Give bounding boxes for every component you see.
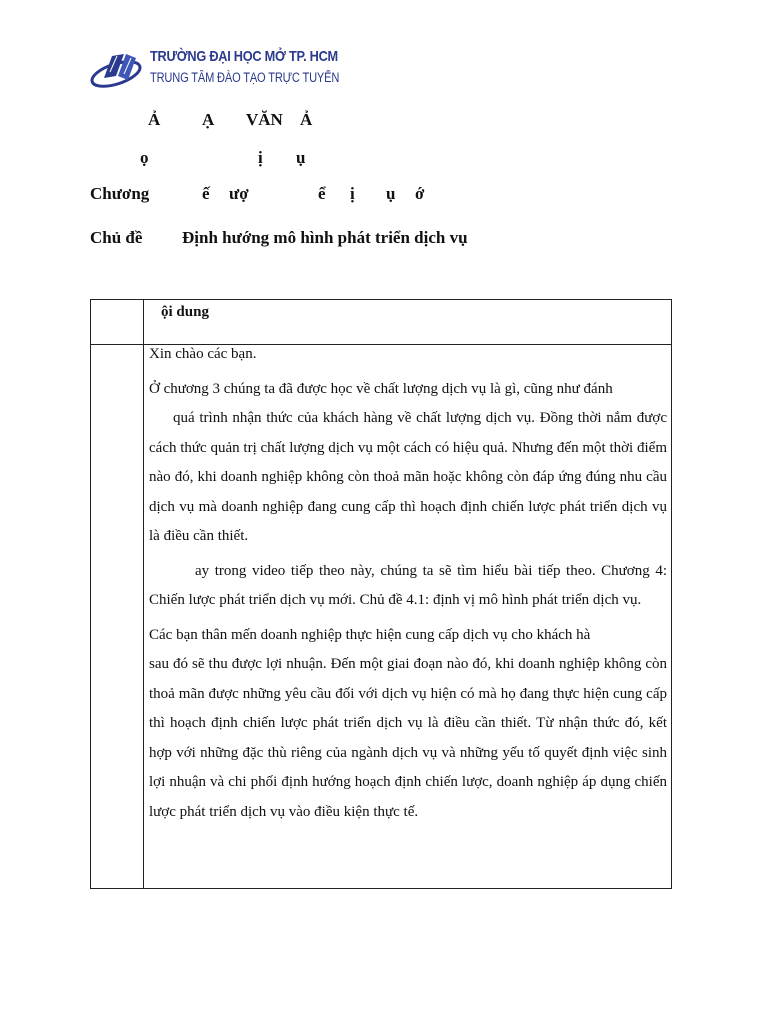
book-emblem-icon	[90, 48, 150, 92]
heading-fragment: ị	[258, 148, 263, 167]
table-column-divider	[143, 300, 144, 888]
paragraph-business	[149, 621, 667, 828]
heading-fragment: Ả	[300, 110, 313, 129]
paragraph-video-intro	[149, 557, 667, 616]
heading-fragment: ụ	[296, 148, 306, 167]
chapter-label: Chương	[90, 184, 150, 203]
paragraph-business-line1: Các bạn thân mến doanh nghiệp thực hiện cung cấp dịch vụ cho khách hà	[149, 626, 591, 643]
chapter-fragment: ượ	[229, 184, 249, 203]
logo-center-name: TRUNG TÂM ĐÀO TẠO TRỰC TUYẾN	[150, 70, 340, 85]
chapter-fragment: ụ	[386, 184, 396, 203]
heading-fragment: Ạ	[202, 110, 215, 129]
logo-university-name: TRƯỜNG ĐẠI HỌC MỞ TP. HCM	[150, 48, 338, 65]
paragraph-chapter3-line1: Ở chương 3 chúng ta đã được học về chất lượng dịch vụ là gì, cũng như đánh	[149, 380, 613, 397]
topic-label: Chủ đề	[90, 228, 143, 247]
chapter-fragment: ể	[318, 184, 326, 203]
paragraph-video-intro-text: ay trong video tiếp theo này, chúng ta sẽ tìm hiểu bài tiếp theo. Chương 4: Chiến lược phát triển dịch vụ mới. Chủ đề 4.1: định vị mô hình phát triển dịch vụ.	[149, 562, 667, 608]
table-header-content: ội dung	[161, 304, 209, 320]
content-table	[90, 299, 672, 889]
paragraph-business-rest: sau đó sẽ thu được lợi nhuận. Đến một giai đoạn nào đó, khi doanh nghiệp không còn thoả mãn được những yêu cầu đối với dịch vụ hiện có mà họ đang thực hiện cung cấp thì hoạch định chiến lược phát triển dịch vụ là điều cần thiết. Từ nhận thức đó, kết hợp với những đặc thù riêng của ngành dịch vụ và những yếu tố quyết định việc sinh lợi nhuận và chi phối định hướng hoạch định chiến lược, doanh nghiệp áp dụng chiến lược phát triển dịch vụ vào điều kiện thực tế.	[149, 656, 667, 820]
topic-title: Định hướng mô hình phát triển dịch vụ	[182, 228, 468, 247]
chapter-fragment: ế	[202, 184, 210, 203]
university-logo	[90, 44, 340, 94]
paragraph-greeting: Xin chào các bạn.	[149, 346, 257, 362]
heading-fragment: VĂN	[246, 110, 283, 129]
chapter-fragment: ị	[350, 184, 355, 203]
paragraph-chapter3	[149, 375, 667, 552]
heading-fragment: ọ	[140, 148, 149, 167]
table-content-cell	[149, 345, 667, 832]
heading-fragment: Ả	[148, 110, 161, 129]
chapter-fragment: ớ	[415, 184, 425, 203]
paragraph-chapter3-rest: quá trình nhận thức của khách hàng về chất lượng dịch vụ. Đồng thời nắm được cách thức quản trị chất lượng dịch vụ một cách có hiệu quả. Nhưng đến một thời điểm nào đó, khi doanh nghiệp không còn thoả mãn hoặc không còn đáp ứng đúng nhu cầu dịch vụ mà doanh nghiệp đang cung cấp thì hoạch định chiến lược phát triển dịch vụ là điều cần thiết.	[149, 410, 667, 544]
